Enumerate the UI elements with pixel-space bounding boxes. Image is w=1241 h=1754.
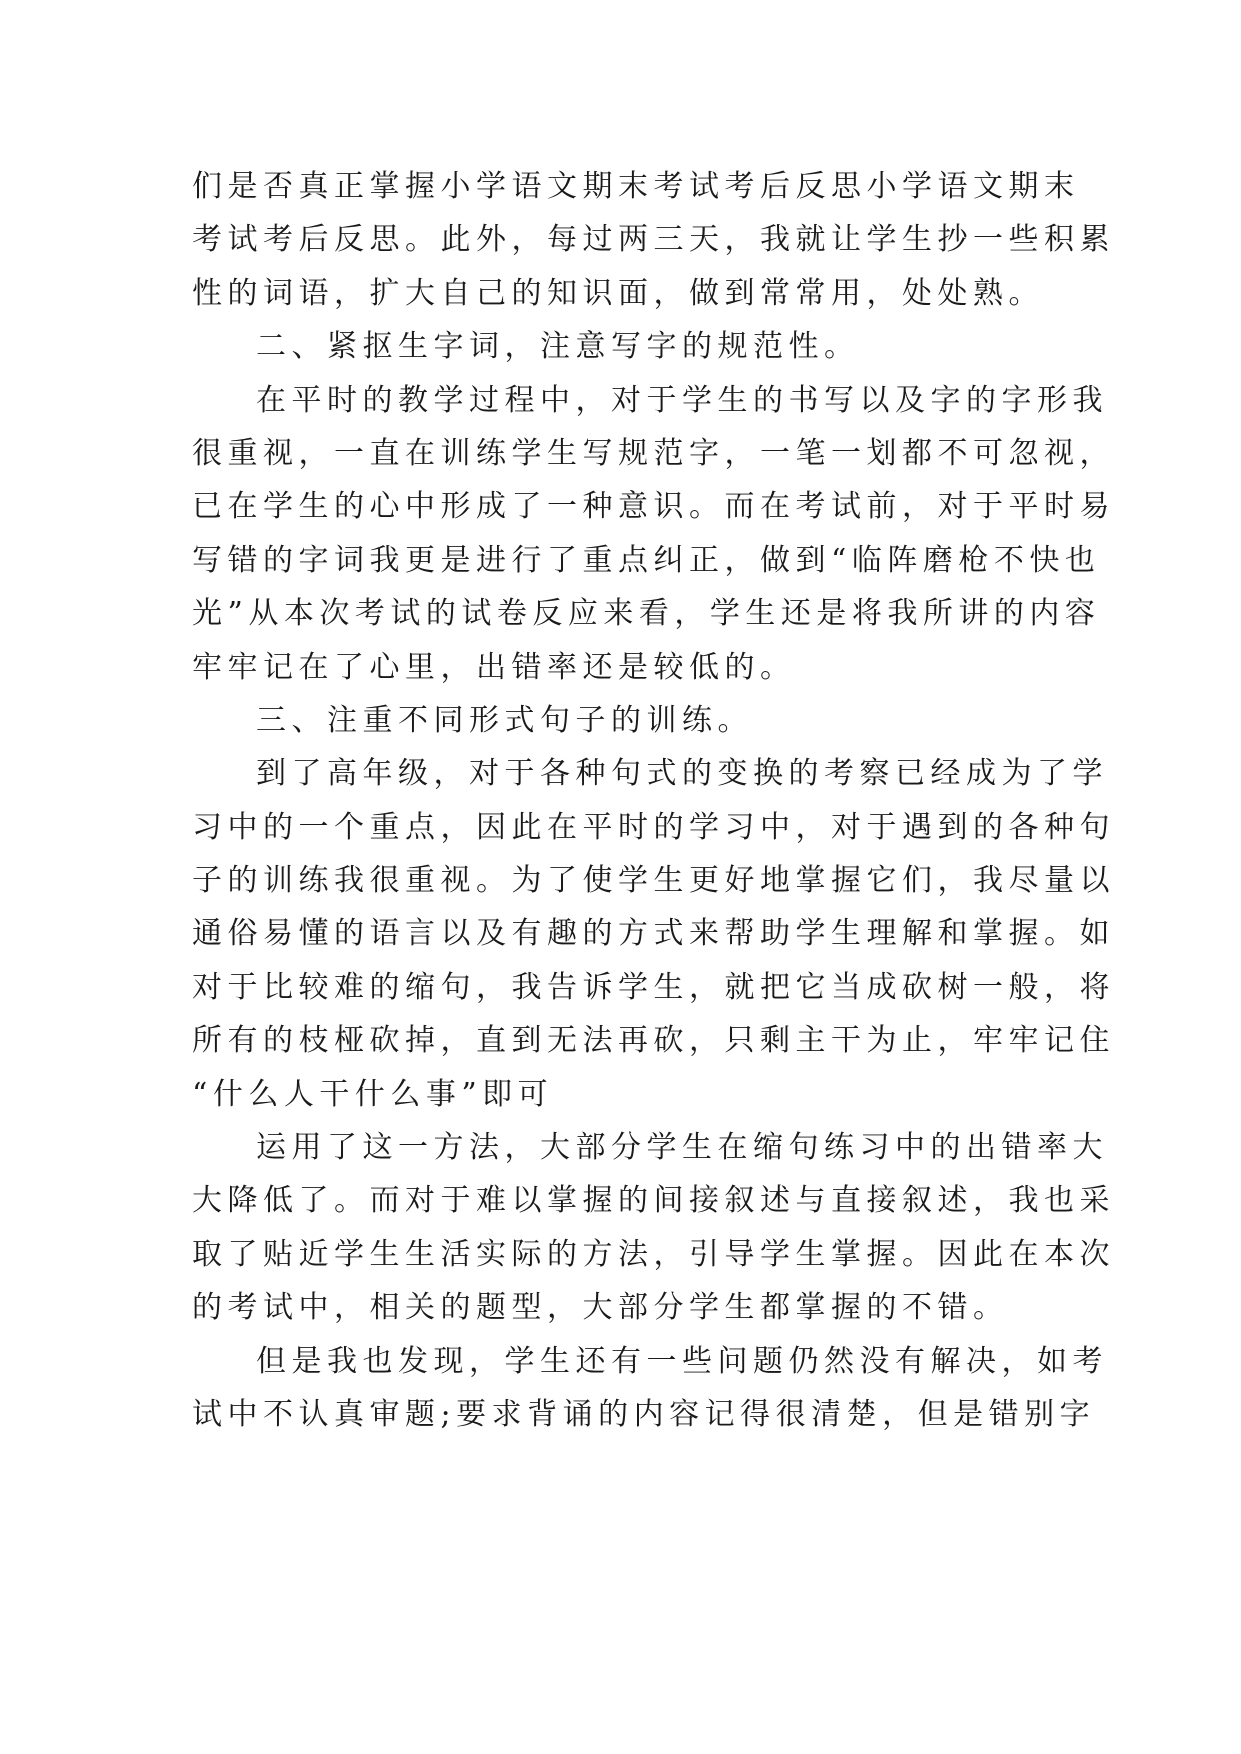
section-heading-2 xyxy=(192,320,1062,373)
text-line: 光”从本次考试的试卷反应来看，学生还是将我所讲的内容 xyxy=(192,596,1101,632)
text-line: “什么人干什么事”即可 xyxy=(192,1076,554,1112)
text-line: 考试考后反思。此外，每过两三天，我就让学生抄一些积累 xyxy=(192,222,1115,258)
text-line: 运用了这一方法，大部分学生在缩句练习中的出错率大 xyxy=(256,1130,1108,1166)
text-line: 子的训练我很重视。为了使学生更好地掌握它们，我尽量以 xyxy=(192,863,1115,899)
text-line: 牢牢记在了心里，出错率还是较低的。 xyxy=(192,649,796,685)
paragraph-1 xyxy=(192,160,1115,320)
text-line: 很重视，一直在训练学生写规范字，一笔一划都不可忽视， xyxy=(192,435,1115,471)
paragraph-6 xyxy=(192,1121,1115,1335)
section-heading-3 xyxy=(192,694,1062,747)
text-line: 在平时的教学过程中，对于学生的书写以及字的字形我 xyxy=(256,382,1108,418)
text-line: 们是否真正掌握小学语文期末考试考后反思小学语文期末 xyxy=(192,169,1080,204)
heading-line: 二、紧抠生字词，注意写字的规范性。 xyxy=(256,329,860,365)
document-body xyxy=(192,160,1115,1441)
text-line: 已在学生的心中形成了一种意识。而在考试前，对于平时易 xyxy=(192,489,1115,525)
paragraph-5 xyxy=(192,747,1115,1121)
text-line: 对于比较难的缩句，我告诉学生，就把它当成砍树一般，将 xyxy=(192,969,1115,1005)
text-line: 的考试中，相关的题型，大部分学生都掌握的不错。 xyxy=(192,1290,1009,1326)
text-line: 但是我也发现，学生还有一些问题仍然没有解决，如考 xyxy=(256,1343,1108,1379)
text-line: 习中的一个重点，因此在平时的学习中，对于遇到的各种句 xyxy=(192,809,1115,845)
text-line: 所有的枝桠砍掉，直到无法再砍，只剩主干为止，牢牢记住 xyxy=(192,1023,1115,1059)
paragraph-3 xyxy=(192,374,1115,694)
text-line: 通俗易懂的语言以及有趣的方式来帮助学生理解和掌握。如 xyxy=(192,916,1115,952)
text-line: 到了高年级，对于各种句式的变换的考察已经成为了学 xyxy=(256,756,1108,792)
heading-line: 三、注重不同形式句子的训练。 xyxy=(256,702,753,738)
paragraph-7 xyxy=(192,1335,1108,1442)
text-line: 性的词语，扩大自己的知识面，做到常常用，处处熟。 xyxy=(192,275,1044,311)
text-line: 试中不认真审题;要求背诵的内容记得很清楚，但是错别字 xyxy=(192,1396,1096,1432)
text-line: 写错的字词我更是进行了重点纠正，做到“临阵磨枪不快也 xyxy=(192,542,1101,578)
text-line: 大降低了。而对于难以掌握的间接叙述与直接叙述，我也采 xyxy=(192,1183,1115,1219)
text-line: 取了贴近学生生活实际的方法，引导学生掌握。因此在本次 xyxy=(192,1236,1115,1272)
